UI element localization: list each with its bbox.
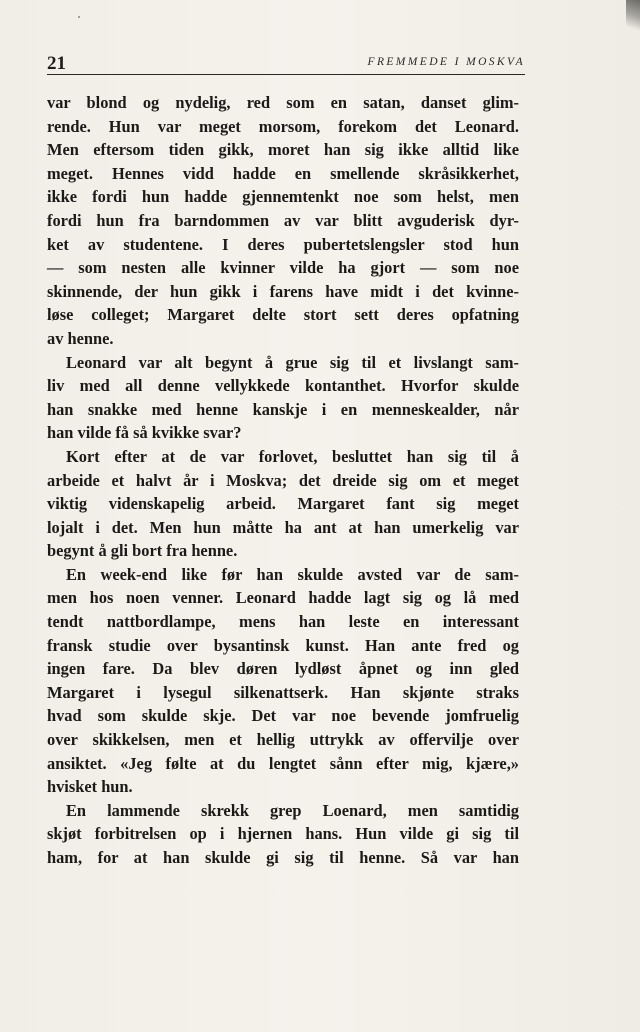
page-header [47,50,525,75]
text-line: Men eftersom tiden gikk, moret han sig ikke alltid like [47,140,519,160]
text-line: skjøt forbitrelsen op i hjernen hans. Hun vilde gi sig til [47,824,519,844]
running-title: FREMMEDE I MOSKVA [367,56,525,68]
text-line: En lammende skrekk grep Loenard, men samtidig [66,800,519,820]
text-line: viktig videnskapelig arbeid. Margaret fant sig meget [47,494,519,514]
body-text [47,91,519,870]
text-line: arbeide et halvt år i Moskva; det dreide sig om et meget [47,470,519,490]
text-line: lojalt i det. Men hun måtte ha ant at han umerkelig var [47,517,519,537]
text-line: tendt nattbordlampe, mens han leste en interessant [47,612,519,632]
text-line: ham, for at han skulde gi sig til henne. Så var han [47,848,519,867]
text-line: Kort efter at de var forlovet, besluttet han sig til å [66,446,519,466]
text-line: skinnende, der hun gikk i farens have midt i det kvinne- [47,281,519,301]
text-line: hvisket hun. [47,777,133,797]
text-line: liv med all denne vellykkede kontanthet. Hvorfor skulde [47,376,519,396]
text-line: rende. Hun var meget morsom, forekom det Leonard. [47,116,519,136]
text-line: fordi hun fra barndommen av var blitt avguderisk dyr- [47,210,519,230]
text-line: han vilde få så kvikke svar? [47,423,242,443]
paper-speck [78,16,80,18]
text-line: — som nesten alle kvinner vilde ha gjort — som noe [47,258,519,278]
text-line: begynt å gli bort fra henne. [47,541,238,561]
page-corner-shadow [626,0,640,40]
text-line: men hos noen venner. Leonard hadde lagt sig og lå med [47,588,519,608]
text-line: meget. Hennes vidd hadde en smellende skråsikkerhet, [47,163,519,183]
text-line: var blond og nydelig, red som en satan, danset glim- [47,93,519,112]
text-line: En week-end like før han skulde avsted var de sam- [66,564,519,584]
text-line: Margaret i lysegul silkenattserk. Han skjønte straks [47,682,519,702]
text-line: hvad som skulde skje. Det var noe bevende jomfruelig [47,706,519,726]
text-line: ansiktet. «Jeg følte at du lengtet sånn efter mig, kjære,» [47,753,519,773]
text-line: av henne. [47,328,114,348]
text-line: over skikkelsen, men et hellig uttrykk av offervilje over [47,730,519,750]
page-number: 21 [47,53,66,74]
text-line: fransk studie over bysantinsk kunst. Han ante fred og [47,635,519,655]
text-line: han snakke med henne kanskje i en menneskealder, når [47,399,519,419]
text-line: Leonard var alt begynt å grue sig til et livslangt sam- [66,352,519,372]
text-line: ket av studentene. I deres pubertetslengsler stod hun [47,234,519,254]
text-line: løse colleget; Margaret delte stort sett deres opfatning [47,305,519,325]
text-line: ikke fordi hun hadde gjennemtenkt noe som helst, men [47,187,519,207]
text-line: ingen fare. Da blev døren lydløst åpnet og inn gled [47,659,519,679]
